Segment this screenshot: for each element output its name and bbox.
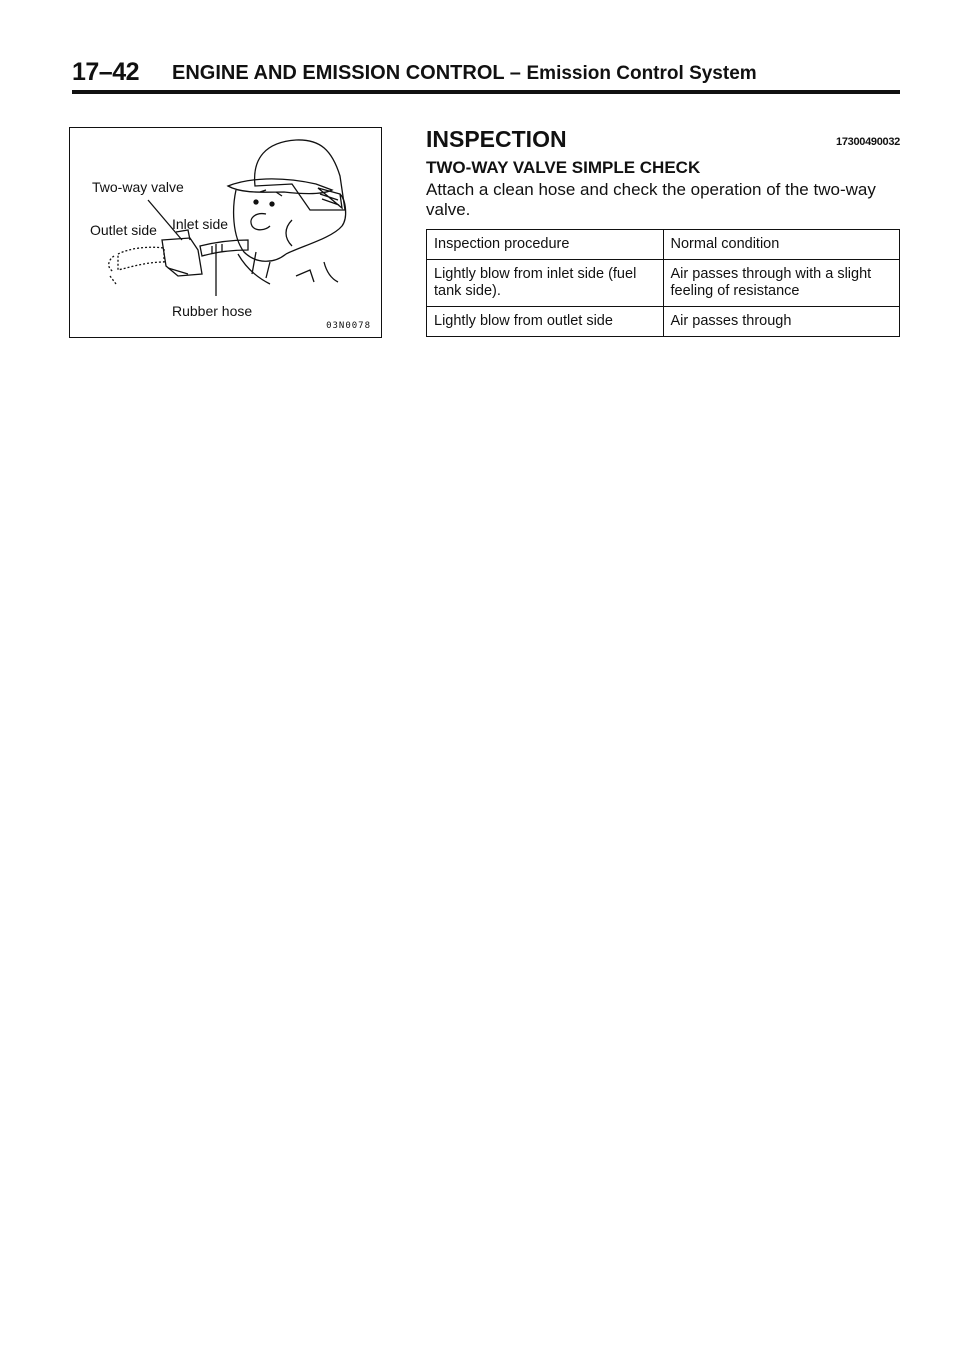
section-title: INSPECTION — [426, 126, 567, 152]
table-cell: Lightly blow from outlet side — [427, 307, 664, 337]
table-header-row — [427, 230, 900, 260]
label-two-way-valve: Two-way valve — [92, 179, 184, 195]
table-cell: Lightly blow from inlet side (fuel tank side). — [427, 260, 664, 307]
left-eye — [254, 200, 258, 204]
page-header — [72, 58, 900, 94]
table-cell: Air passes through — [663, 307, 900, 337]
cheek — [286, 220, 292, 246]
subheading: TWO-WAY VALVE SIMPLE CHECK — [426, 158, 701, 177]
label-inlet-side: Inlet side — [172, 216, 229, 232]
chapter-title — [172, 62, 757, 85]
eyebrows — [260, 190, 282, 196]
label-outlet-side: Outlet side — [90, 222, 157, 238]
right-eye — [270, 202, 274, 206]
valve-body — [162, 238, 202, 276]
illustration-two-way-valve — [69, 127, 382, 338]
outlet-tip — [109, 256, 116, 284]
cap-hatching — [318, 188, 342, 208]
table-row — [427, 307, 900, 337]
hand — [238, 252, 270, 284]
instruction-text: Attach a clean hose and check the operation of the two-way valve. — [426, 180, 876, 219]
page-number: 17–42 — [72, 58, 140, 86]
reference-code: 17300490032 — [836, 136, 900, 148]
label-rubber-hose: Rubber hose — [172, 303, 253, 319]
chapter-title-main: ENGINE AND EMISSION CONTROL – — [172, 62, 521, 84]
outlet-pipe — [118, 247, 164, 270]
table-row — [427, 260, 900, 307]
collar — [296, 262, 338, 282]
figure-code: 03N0078 — [326, 321, 371, 331]
table-header-cell: Normal condition — [663, 230, 900, 260]
chapter-subtitle: Emission Control System — [526, 63, 757, 84]
table-cell: Air passes through with a slight feeling of resistance — [663, 260, 900, 307]
cap-brim — [228, 179, 332, 194]
inspection-table — [426, 229, 900, 337]
nose — [251, 214, 270, 230]
table-header-cell: Inspection procedure — [427, 230, 664, 260]
